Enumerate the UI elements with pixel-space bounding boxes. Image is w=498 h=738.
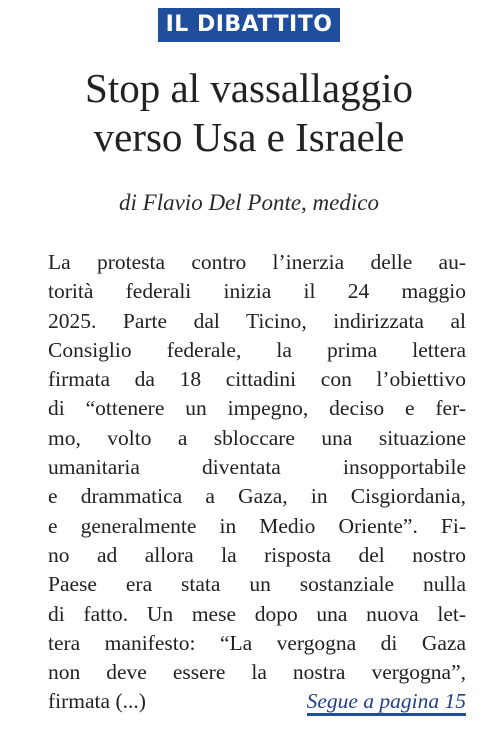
body-line: 2025. Parte dal Ticino, indirizzata al	[48, 308, 466, 333]
body-line: non deve essere la nostra vergogna”,	[48, 660, 466, 685]
section-kicker-wrap	[0, 8, 498, 42]
body-last-line-text: firmata (...)	[48, 689, 146, 714]
body-line: La protesta contro l’inerzia delle au-	[48, 250, 466, 274]
body-line: Consiglio federale, la prima lettera	[48, 337, 466, 362]
section-kicker: IL DIBATTITO	[158, 8, 341, 42]
body-line: tera manifesto: “La vergogna di Gaza	[48, 630, 466, 655]
body-line: di fatto. Un mese dopo una nuova let-	[48, 601, 466, 626]
body-line: mo, volto a sbloccare una situazione	[48, 425, 466, 450]
body-line: umanitaria diventata insopportabile	[48, 455, 466, 480]
body-line: firmata da 18 cittadini con l’obiettivo	[48, 367, 466, 392]
body-line: e drammatica a Gaza, in Cisgiordania,	[48, 484, 466, 509]
article-body	[48, 248, 466, 717]
headline-line-2: verso Usa e Israele	[93, 114, 405, 160]
article-headline	[0, 64, 498, 162]
headline-line-1: Stop al vassallaggio	[85, 65, 413, 111]
body-line: no ad allora la risposta del nostro	[48, 542, 466, 567]
body-line: torità federali inizia il 24 maggio	[48, 279, 466, 304]
body-last-line	[48, 687, 466, 716]
body-line: di “ottenere un impegno, deciso e fer-	[48, 396, 466, 421]
body-line: Paese era stata un sostanziale nulla	[48, 572, 466, 597]
article-byline: di Flavio Del Ponte, medico	[119, 190, 379, 215]
body-line: e generalmente in Medio Oriente”. Fi-	[48, 513, 466, 538]
continuation-link[interactable]: Segue a pagina 15	[307, 689, 466, 716]
